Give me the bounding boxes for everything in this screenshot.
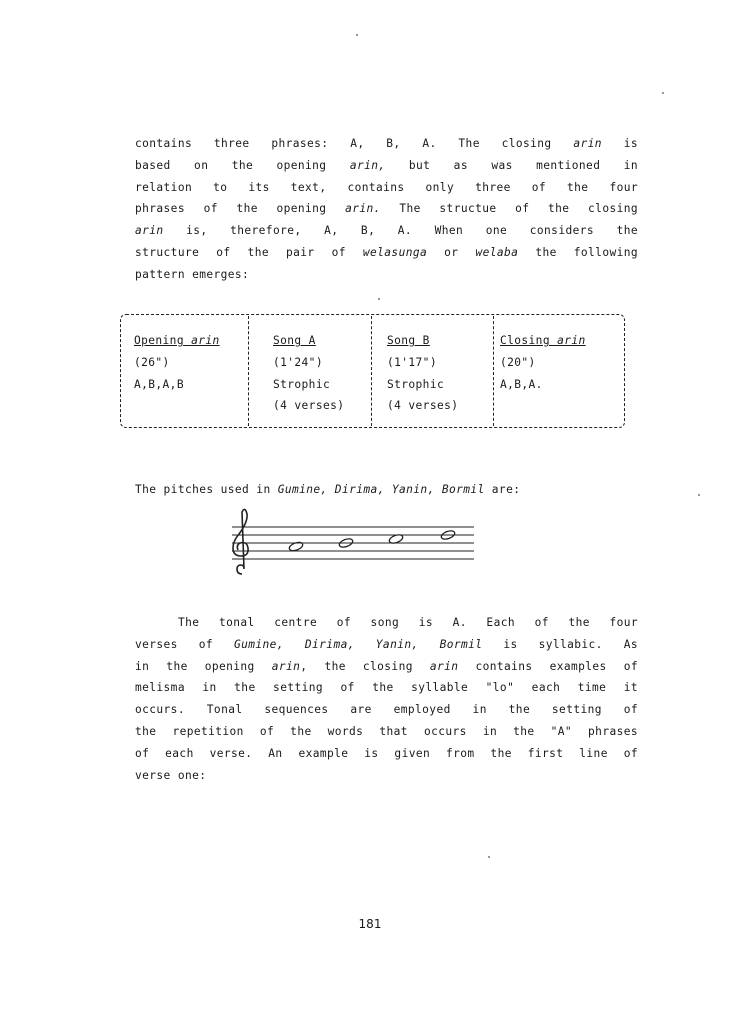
text-line bbox=[135, 699, 638, 721]
verses: (4 verses) bbox=[387, 399, 459, 413]
italic-term: welasunga bbox=[362, 245, 428, 259]
duration: (1'17") bbox=[387, 355, 437, 369]
text-run: occurs. Tonal sequences are employed in the setting of bbox=[135, 703, 638, 717]
italic-term: Gumine, Dirima, Yanin, Bormil bbox=[277, 483, 485, 496]
text-run: relation to its text, contains only three of the four bbox=[135, 180, 638, 194]
text-line bbox=[135, 198, 638, 220]
text-run: The tonal centre of song is A. Each of the four bbox=[178, 616, 638, 629]
duration: (20") bbox=[500, 355, 536, 369]
text-line bbox=[135, 677, 638, 699]
text-line bbox=[135, 765, 638, 787]
page-number: 181 bbox=[358, 917, 382, 931]
text-line bbox=[135, 264, 638, 286]
text-run: are: bbox=[484, 483, 521, 496]
text-run: based on the opening bbox=[135, 158, 350, 172]
text-run: but as was mentioned in bbox=[385, 158, 638, 172]
scan-speck bbox=[488, 856, 490, 858]
text-run: or bbox=[427, 245, 476, 259]
form: Strophic bbox=[273, 377, 331, 391]
form: A,B,A. bbox=[500, 377, 543, 391]
text-line bbox=[135, 177, 638, 199]
duration: (1'24") bbox=[273, 355, 323, 369]
italic-term: arin bbox=[271, 659, 301, 673]
text-run: in the opening bbox=[135, 659, 272, 673]
text-line bbox=[135, 634, 638, 656]
scan-speck bbox=[378, 298, 380, 300]
text-run: verses of bbox=[135, 637, 234, 651]
treble-clef-icon bbox=[233, 509, 248, 574]
scan-speck bbox=[356, 34, 358, 36]
pitch-sentence bbox=[135, 483, 520, 496]
text-line bbox=[135, 133, 638, 155]
text-run: the following bbox=[518, 245, 638, 259]
text-run: verse one: bbox=[135, 768, 207, 782]
paragraph-2 bbox=[135, 612, 638, 786]
italic-term: arin bbox=[135, 224, 164, 238]
text-run: is, therefore, A, B, A. When one considers the bbox=[163, 224, 638, 238]
text-run: contains examples of bbox=[458, 659, 638, 673]
text-run: pattern emerges: bbox=[135, 267, 250, 281]
text-run: the repetition of the words that occurs in the "A" phrases bbox=[135, 724, 638, 738]
italic-term: arin bbox=[573, 137, 602, 150]
structure-table: Opening arin (26") A,B,A,B Song A (1'24") Strophic (4 verses) Song B (1'17") Strophic (4 verses) Closing arin (20") A,B,A. bbox=[120, 314, 625, 428]
text-run: melisma in the setting of the syllable "lo" each time it bbox=[135, 681, 638, 695]
text-run: is syllabic. As bbox=[482, 637, 639, 651]
form: A,B,A,B bbox=[134, 377, 184, 391]
italic-term: arin, bbox=[349, 158, 386, 172]
italic-term: arin bbox=[429, 659, 459, 673]
text-run: The structue of the closing bbox=[380, 202, 638, 216]
text-line bbox=[135, 242, 638, 264]
form: Strophic bbox=[387, 377, 445, 391]
verses: (4 verses) bbox=[273, 399, 345, 413]
text-line bbox=[135, 612, 638, 634]
scan-speck bbox=[662, 92, 664, 94]
text-run: The pitches used in bbox=[135, 483, 278, 496]
text-line bbox=[135, 656, 638, 678]
text-line bbox=[135, 155, 638, 177]
text-run: , the closing bbox=[300, 659, 430, 673]
text-run: of each verse. An example is given from the first line of bbox=[135, 746, 638, 760]
text-line bbox=[135, 721, 638, 743]
scan-speck bbox=[698, 494, 700, 496]
italic-term: arin. bbox=[345, 202, 381, 216]
italic-term: Gumine, Dirima, Yanin, Bormil bbox=[234, 637, 483, 651]
text-run: contains three phrases: A, B, A. The closing bbox=[135, 137, 574, 150]
text-run: structure of the pair of bbox=[135, 245, 363, 259]
text-line bbox=[135, 743, 638, 765]
text-run: is bbox=[601, 137, 638, 150]
text-run: phrases of the opening bbox=[135, 202, 346, 216]
italic-term: welaba bbox=[475, 245, 519, 259]
music-staff bbox=[228, 508, 476, 580]
duration: (26") bbox=[134, 355, 170, 369]
paragraph-1 bbox=[135, 133, 638, 286]
text-line bbox=[135, 220, 638, 242]
